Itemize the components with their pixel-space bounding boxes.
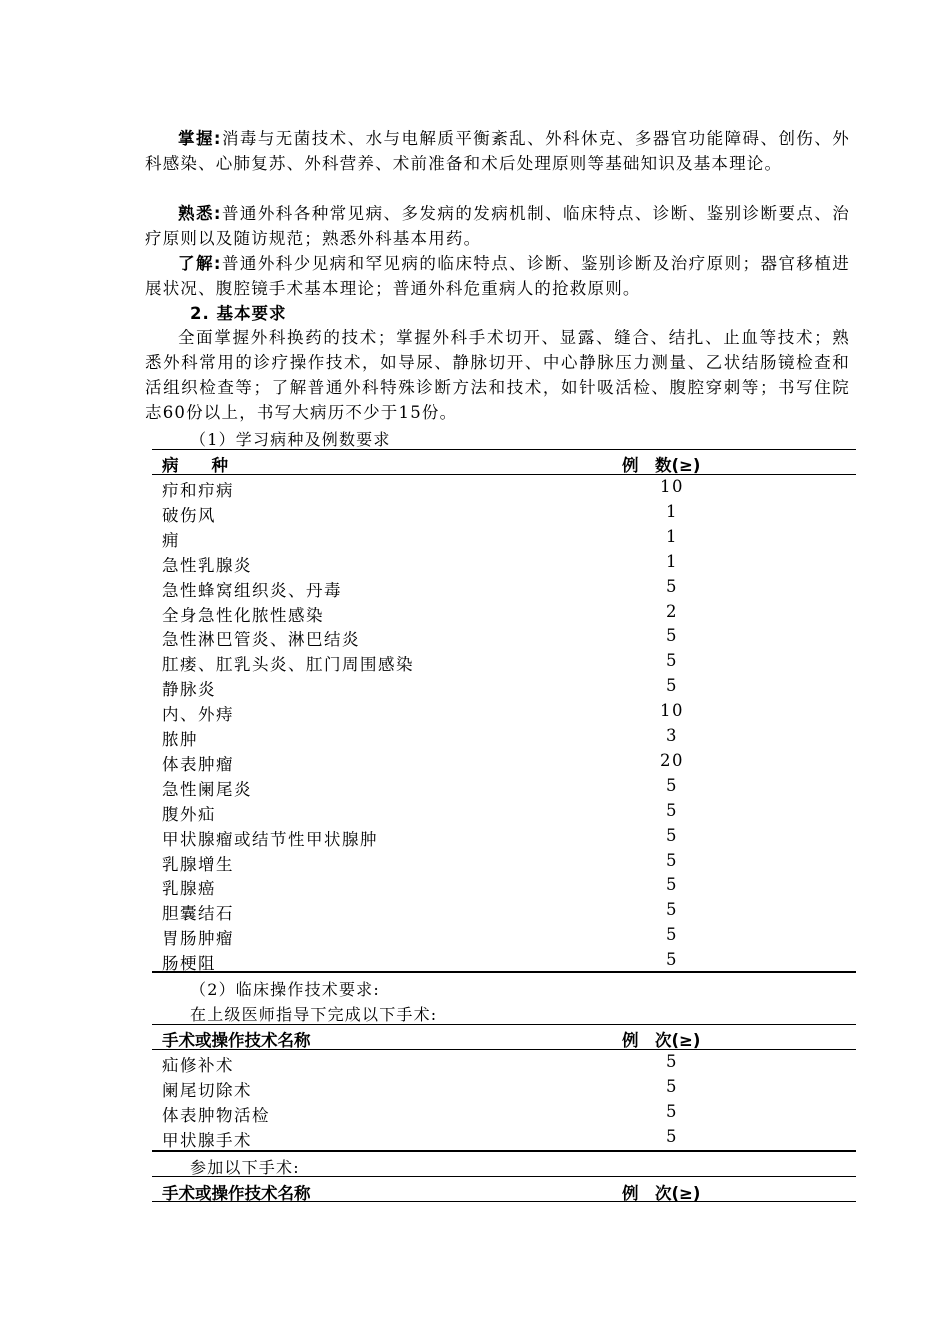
table-row xyxy=(152,898,856,923)
section-heading: 2. 基本要求 xyxy=(190,304,287,323)
row-name: 痈 xyxy=(162,530,180,550)
row-name: 胆囊结石 xyxy=(162,904,234,924)
row-count: 5 xyxy=(666,775,678,795)
row-count: 5 xyxy=(666,950,678,970)
objective-master xyxy=(145,126,850,176)
table3-caption: 参加以下手术: xyxy=(190,1158,300,1177)
table3-header-rule xyxy=(152,1201,856,1202)
table-row xyxy=(152,500,856,525)
table-row xyxy=(152,873,856,898)
table1-header xyxy=(152,450,856,475)
row-count: 2 xyxy=(666,601,678,621)
table-row xyxy=(152,1100,856,1125)
table1-caption: （1）学习病种及例数要求 xyxy=(190,430,391,449)
table3-header-count: 例 次(≥) xyxy=(622,1184,701,1203)
table-row xyxy=(152,575,856,600)
table-row xyxy=(152,624,856,649)
table2-header-name: 手术或操作技术名称 xyxy=(162,1031,311,1050)
table3-top-rule xyxy=(152,1176,856,1177)
row-name: 全身急性化脓性感染 xyxy=(162,605,324,625)
table1-bottom-rule xyxy=(152,971,856,973)
row-count: 5 xyxy=(666,1076,678,1096)
objective-text: 普通外科各种常见病、多发病的发病机制、临床特点、诊断、鉴别诊断要点、治疗原则以及随访规范；熟悉外科基本用药。 xyxy=(145,204,850,248)
objective-text: 普通外科少见病和罕见病的临床特点、诊断、鉴别诊断及治疗原则；器官移植进展状况、腹腔镜手术基本理论；普通外科危重病人的抢救原则。 xyxy=(145,254,850,298)
row-name: 阑尾切除术 xyxy=(162,1080,252,1100)
table-row xyxy=(152,674,856,699)
row-count: 5 xyxy=(666,900,678,920)
row-count: 10 xyxy=(660,477,684,496)
table-row xyxy=(152,749,856,774)
table1-header-name: 病 种 xyxy=(162,456,228,475)
table3-header-name: 手术或操作技术名称 xyxy=(162,1184,311,1203)
table-row xyxy=(152,550,856,575)
row-name: 体表肿物活检 xyxy=(162,1105,270,1125)
row-name: 体表肿瘤 xyxy=(162,754,234,774)
row-count: 5 xyxy=(666,925,678,945)
table-row xyxy=(152,923,856,948)
table-row xyxy=(152,525,856,550)
row-name: 急性淋巴管炎、淋巴结炎 xyxy=(162,630,360,650)
row-name: 疝修补术 xyxy=(162,1056,234,1075)
row-count: 5 xyxy=(666,1052,678,1071)
row-count: 20 xyxy=(660,750,684,770)
row-count: 5 xyxy=(666,825,678,845)
table-row xyxy=(152,649,856,674)
table-row xyxy=(152,1050,856,1075)
row-name: 乳腺癌 xyxy=(162,879,216,899)
row-name: 疖和疖病 xyxy=(162,481,234,500)
objective-text: 消毒与无菌技术、水与电解质平衡紊乱、外科休克、多器官功能障碍、创伤、外科感染、心肺复苏、外科营养、术前准备和术后处理原则等基础知识及基本理论。 xyxy=(145,129,850,173)
table-row xyxy=(152,849,856,874)
row-name: 肛瘘、肛乳头炎、肛门周围感染 xyxy=(162,655,414,675)
row-count: 1 xyxy=(666,551,678,571)
table2-header-count: 例 次(≥) xyxy=(622,1031,701,1050)
row-name: 胃肠肿瘤 xyxy=(162,929,234,949)
table-row xyxy=(152,724,856,749)
row-name: 甲状腺手术 xyxy=(162,1130,252,1150)
row-name: 静脉炎 xyxy=(162,680,216,700)
row-count: 5 xyxy=(666,651,678,671)
table3-header xyxy=(152,1178,856,1203)
row-count: 1 xyxy=(666,501,678,521)
row-count: 5 xyxy=(666,626,678,646)
table-row xyxy=(152,600,856,625)
objective-label: 了解: xyxy=(178,254,222,273)
table-row xyxy=(152,475,856,500)
row-count: 1 xyxy=(666,526,678,546)
row-name: 甲状腺瘤或结节性甲状腺肿 xyxy=(162,829,378,849)
objective-label: 熟悉: xyxy=(178,204,222,223)
table-row xyxy=(152,799,856,824)
table1-header-count: 例 数(≥) xyxy=(622,456,701,475)
row-count: 5 xyxy=(666,676,678,696)
row-count: 3 xyxy=(666,726,678,745)
table-row xyxy=(152,824,856,849)
table-row xyxy=(152,699,856,724)
row-count: 5 xyxy=(666,850,678,870)
row-name: 破伤风 xyxy=(162,505,216,525)
table2-caption: （2）临床操作技术要求: xyxy=(190,980,380,999)
row-count: 5 xyxy=(666,800,678,820)
table-row xyxy=(152,774,856,799)
row-count: 5 xyxy=(666,576,678,596)
row-name: 肠梗阻 xyxy=(162,954,216,974)
row-name: 急性蜂窝组织炎、丹毒 xyxy=(162,580,342,600)
table2-header xyxy=(152,1025,856,1050)
row-name: 乳腺增生 xyxy=(162,854,234,874)
table-row xyxy=(152,948,856,973)
objective-label: 掌握: xyxy=(178,129,222,148)
objective-understand xyxy=(145,251,850,301)
table-row xyxy=(152,1125,856,1150)
table-row xyxy=(152,1075,856,1100)
row-name: 内、外痔 xyxy=(162,705,234,725)
row-count: 5 xyxy=(666,1101,678,1121)
objective-familiar xyxy=(145,201,850,251)
row-name: 脓肿 xyxy=(162,730,198,749)
row-name: 腹外疝 xyxy=(162,804,216,824)
row-count: 5 xyxy=(666,1126,678,1146)
section-body: 全面掌握外科换药的技术；掌握外科手术切开、显露、缝合、结扎、止血等技术；熟悉外科常用的诊疗操作技术，如导尿、静脉切开、中心静脉压力测量、乙状结肠镜检查和活组织检查等；了解普通外科特殊诊断方法和技术，如针吸活检、腹腔穿刺等；书写住院志60份以上，书写大病历不少于15份。 xyxy=(145,328,850,422)
row-count: 10 xyxy=(660,701,684,721)
row-name: 急性乳腺炎 xyxy=(162,555,252,575)
table2-bottom-rule xyxy=(152,1150,856,1152)
row-count: 5 xyxy=(666,875,678,895)
table2-subcaption: 在上级医师指导下完成以下手术: xyxy=(190,1005,438,1024)
row-name: 急性阑尾炎 xyxy=(162,779,252,799)
